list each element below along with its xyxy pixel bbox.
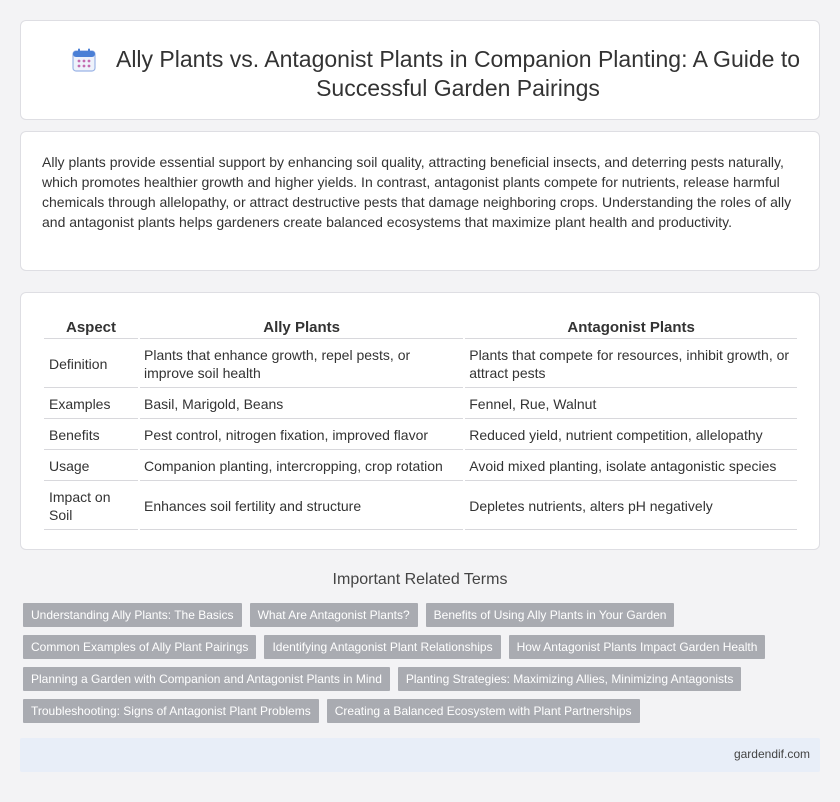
aspect-cell: Benefits	[44, 421, 138, 450]
aspect-cell: Impact on Soil	[44, 483, 138, 530]
antagonist-cell: Depletes nutrients, alters pH negatively	[465, 483, 797, 530]
aspect-cell: Examples	[44, 390, 138, 419]
footer	[20, 738, 820, 772]
comparison-table	[42, 313, 799, 532]
comparison-card	[20, 292, 820, 550]
aspect-cell: Definition	[44, 341, 138, 388]
header-antagonist-plants: Antagonist Plants	[465, 315, 797, 339]
antagonist-cell: Avoid mixed planting, isolate antagonistic species	[465, 452, 797, 481]
ally-cell: Companion planting, intercropping, crop rotation	[140, 452, 463, 481]
ally-cell: Plants that enhance growth, repel pests, or improve soil health	[140, 341, 463, 388]
related-term-tag[interactable]: What Are Antagonist Plants?	[250, 603, 418, 627]
intro-card	[20, 131, 820, 271]
footer-site-link[interactable]: gardendif.com	[733, 747, 810, 761]
related-term-tag[interactable]: Identifying Antagonist Plant Relationships	[264, 635, 500, 659]
related-term-tag[interactable]: Planning a Garden with Companion and Antagonist Plants in Mind	[23, 667, 390, 691]
related-term-tag[interactable]: How Antagonist Plants Impact Garden Health	[509, 635, 766, 659]
table-header-row	[44, 315, 797, 339]
table-row	[44, 452, 797, 481]
antagonist-cell: Reduced yield, nutrient competition, allelopathy	[465, 421, 797, 450]
related-term-tag[interactable]: Planting Strategies: Maximizing Allies, Minimizing Antagonists	[398, 667, 741, 691]
header-aspect: Aspect	[44, 315, 138, 339]
table-row	[44, 341, 797, 388]
related-terms-list	[23, 603, 823, 731]
header-card	[20, 20, 820, 120]
ally-cell: Pest control, nitrogen fixation, improved flavor	[140, 421, 463, 450]
related-term-tag[interactable]: Creating a Balanced Ecosystem with Plant Partnerships	[327, 699, 640, 723]
antagonist-cell: Plants that compete for resources, inhibit growth, or attract pests	[465, 341, 797, 388]
header-ally-plants: Ally Plants	[140, 315, 463, 339]
table-row	[44, 390, 797, 419]
intro-paragraph: Ally plants provide essential support by enhancing soil quality, attracting beneficial insects, and deterring pests naturally, which promotes healthier growth and higher yields. In contrast, antagonist plants compete for nutrients, release harmful chemicals through allelopathy, or attract destructive pests that damage neighboring crops. Understanding the roles of ally and antagonist plants helps gardeners create balanced ecosystems that maximize plant health and productivity.	[42, 154, 792, 230]
table-row	[44, 421, 797, 450]
related-term-tag[interactable]: Troubleshooting: Signs of Antagonist Plant Problems	[23, 699, 319, 723]
related-terms-title: Important Related Terms	[332, 571, 508, 588]
table-row	[44, 483, 797, 530]
related-term-tag[interactable]: Common Examples of Ally Plant Pairings	[23, 635, 256, 659]
page-title: Ally Plants vs. Antagonist Plants in Companion Planting: A Guide to Successful Garden Pairings	[115, 46, 800, 101]
ally-cell: Basil, Marigold, Beans	[140, 390, 463, 419]
antagonist-cell: Fennel, Rue, Walnut	[465, 390, 797, 419]
ally-cell: Enhances soil fertility and structure	[140, 483, 463, 530]
aspect-cell: Usage	[44, 452, 138, 481]
related-term-tag[interactable]: Benefits of Using Ally Plants in Your Garden	[426, 603, 675, 627]
related-term-tag[interactable]: Understanding Ally Plants: The Basics	[23, 603, 242, 627]
calendar-icon	[71, 47, 97, 73]
